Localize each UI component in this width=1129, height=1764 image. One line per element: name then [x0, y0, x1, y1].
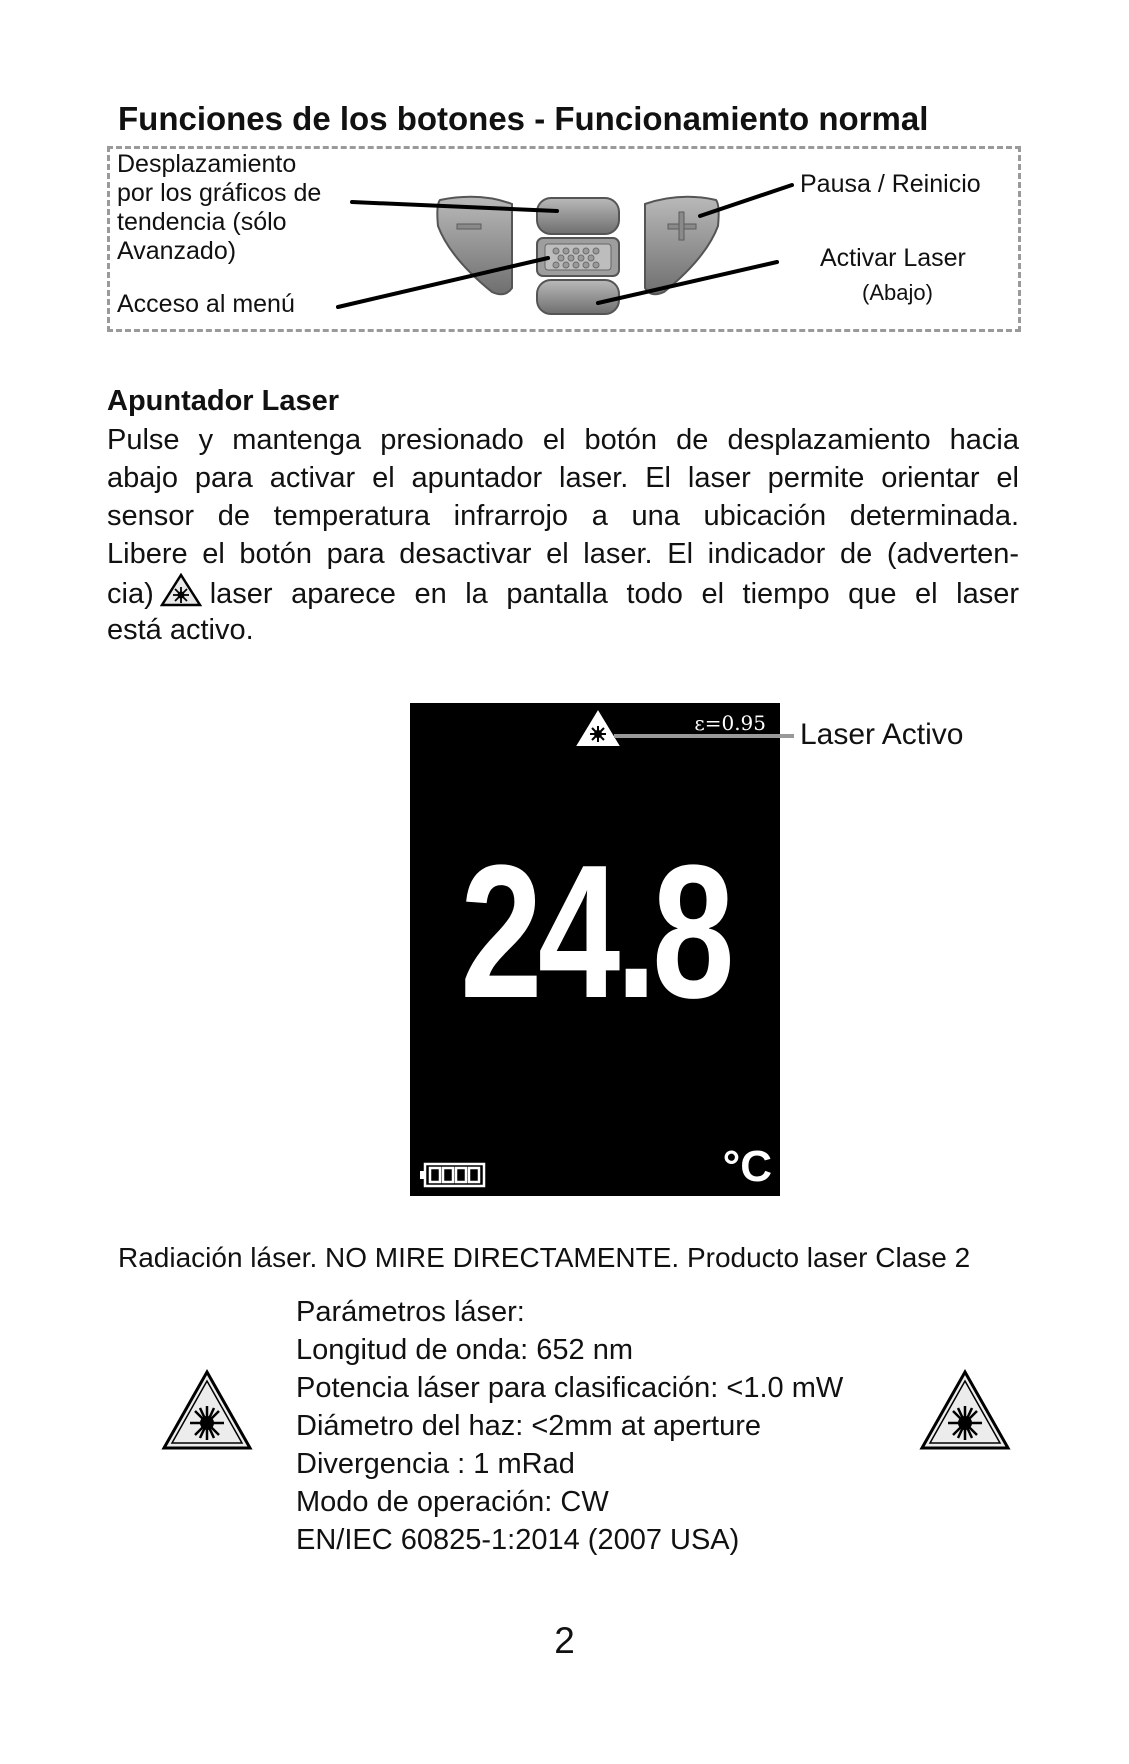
laser-warning-icon — [160, 573, 202, 607]
paragraph-line: está activo. — [107, 614, 254, 646]
parameter-line: Modo de operación: CW — [296, 1486, 609, 1518]
page-number: 2 — [554, 1620, 575, 1661]
parameter-line: Diámetro del haz: <2mm at aperture — [296, 1410, 762, 1442]
parameter-line: Longitud de onda: 652 nm — [296, 1334, 633, 1366]
laser-active-icon — [575, 709, 621, 749]
laser-warning-icon-left — [160, 1368, 254, 1452]
parameter-line: EN/IEC 60825-1:2014 (2007 USA) — [296, 1524, 740, 1556]
laser-parameters — [296, 1293, 843, 1559]
laser-warning-icon-right — [918, 1368, 1012, 1452]
scroll-label-line: tendencia (sólo — [117, 208, 287, 236]
laser-warning-text: Radiación láser. NO MIRE DIRECTAMENTE. Producto laser Clase 2 — [118, 1242, 971, 1273]
paragraph-line: Libere el botón para desactivar el laser. El indicador de (adverten- — [107, 538, 1019, 570]
paragraph-line — [107, 573, 1019, 611]
paragraph-line: sensor de temperatura infrarrojo a una ubicación determinada. — [107, 500, 1019, 532]
temperature-reading: 24.8 — [460, 826, 730, 1038]
laser-sub-label: (Abajo) — [862, 280, 933, 305]
scroll-label-line: Avanzado) — [117, 237, 237, 265]
menu-label: Acceso al menú — [117, 290, 295, 318]
parameter-line: Potencia láser para clasificación: <1.0 mW — [296, 1372, 844, 1404]
device-display — [410, 703, 780, 1196]
line5-end: laser aparece en la pantalla todo el tiempo que el laser — [209, 578, 1019, 610]
scroll-label — [117, 150, 321, 266]
laser-paragraph — [107, 421, 1019, 649]
scroll-label-line: Desplazamiento — [117, 150, 297, 178]
scroll-label-line: por los gráficos de — [117, 179, 322, 207]
laser-active-label: Laser Activo — [800, 718, 964, 751]
laser-label: Activar Laser — [820, 244, 966, 272]
pause-label: Pausa / Reinicio — [800, 170, 981, 198]
paragraph-line: abajo para activar el apuntador laser. El laser permite orientar el — [107, 462, 1019, 494]
paragraph-line: Pulse y mantenga presionado el botón de desplazamiento hacia — [107, 424, 1019, 456]
parameter-line: Divergencia : 1 mRad — [296, 1448, 575, 1480]
emissivity-value: ε=0.95 — [694, 711, 766, 735]
unit-label: °C — [722, 1142, 772, 1191]
section-heading: Apuntador Laser — [107, 385, 340, 417]
battery-icon — [420, 1162, 486, 1188]
line5-start: cia) — [107, 578, 154, 610]
page-title: Funciones de los botones - Funcionamiento normal — [118, 100, 929, 137]
parameter-line: Parámetros láser: — [296, 1296, 525, 1328]
laser-callout-line — [614, 731, 794, 741]
